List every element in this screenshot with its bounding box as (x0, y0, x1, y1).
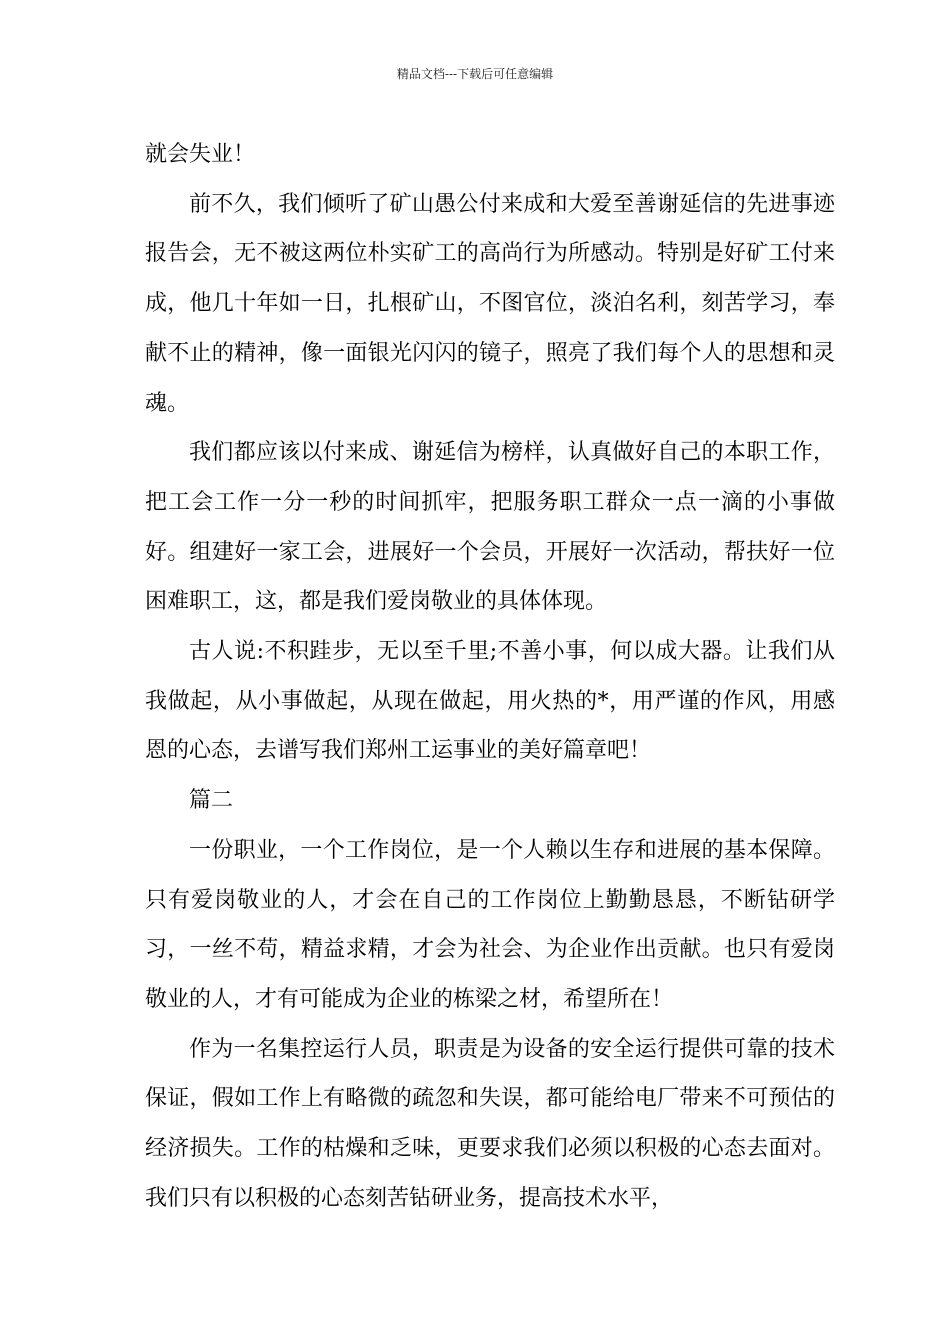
paragraph-3: 我们都应该以付来成、谢延信为榜样，认真做好自己的本职工作，把工会工作一分一秒的时间抓牢，把服务职工群众一点一滴的小事做好。组建好一家工会，进展好一个会员，开展好一次活动，帮扶好一位困难职工，这，都是我们爱岗敬业的具体体现。 (145, 440, 835, 615)
section-heading: 篇二 (189, 788, 234, 814)
page-header: 精品文档---下载后可任意编辑 (396, 67, 554, 81)
paragraph-1: 就会失业！ (145, 142, 256, 167)
document-body (145, 130, 835, 1223)
paragraph-6: 作为一名集控运行人员，职责是为设备的安全运行提供可靠的技术保证，假如工作上有略微的疏忽和失误，都可能给电厂带来不可预估的经济损失。工作的枯燥和乏味，更要求我们必须以积极的心态去面对。我们只有以积极的心态刻苦钻研业务，提高技术水平， (145, 1036, 835, 1211)
paragraph-5: 一份职业，一个工作岗位，是一个人赖以生存和进展的基本保障。只有爱岗敬业的人，才会在自己的工作岗位上勤勤恳恳，不断钻研学习，一丝不苟，精益求精，才会为社会、为企业作出贡献。也只有爱岗敬业的人，才有可能成为企业的栋梁之材，希望所在！ (145, 837, 835, 1012)
paragraph-2: 前不久，我们倾听了矿山愚公付来成和大爱至善谢延信的先进事迹报告会，无不被这两位朴实矿工的高尚行为所感动。特别是好矿工付来成，他几十年如一日，扎根矿山，不图官位，淡泊名利，刻苦学习，奉献不止的精神，像一面银光闪闪的镜子，照亮了我们每个人的思想和灵魂。 (145, 191, 835, 416)
paragraph-4: 古人说:不积跬步，无以至千里;不善小事，何以成大器。让我们从我做起，从小事做起，从现在做起，用火热的*，用严谨的作风，用感恩的心态，去谱写我们郑州工运事业的美好篇章吧！ (145, 639, 835, 764)
